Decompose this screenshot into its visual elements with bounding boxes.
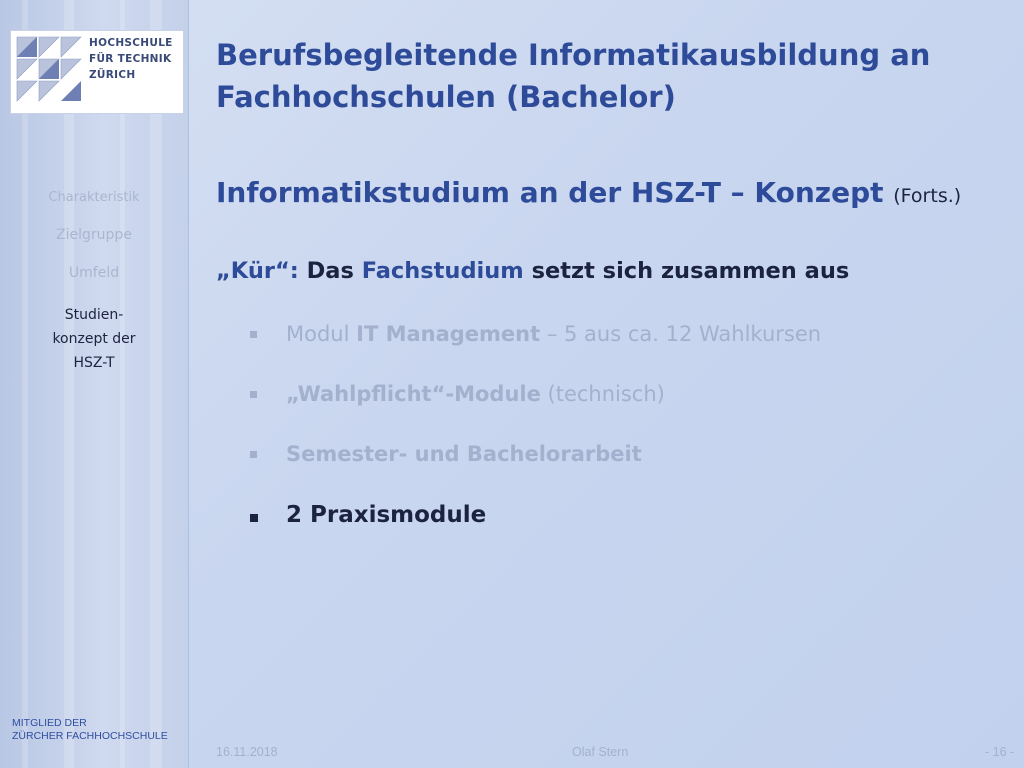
logo-text xyxy=(89,35,181,83)
bullet-item xyxy=(250,322,1010,382)
square-bullet-icon xyxy=(250,331,257,338)
intro-text: setzt sich zusammen aus xyxy=(531,258,850,284)
nav-item-umfeld[interactable]: Umfeld xyxy=(68,265,120,281)
nav-item-zielgruppe[interactable]: Zielgruppe xyxy=(56,227,132,243)
bullet-list xyxy=(250,322,1010,562)
section-nav xyxy=(0,190,188,397)
bullet-text xyxy=(286,502,486,528)
intro-highlight: Fachstudium xyxy=(361,258,524,284)
square-bullet-icon xyxy=(250,391,257,398)
bullet-post: – 5 aus ca. 12 Wahlkursen xyxy=(540,322,822,346)
bullet-bold: 2 Praxismodule xyxy=(286,502,487,528)
member-note xyxy=(12,717,168,743)
bullet-bold: „Wahlpflicht“-Module xyxy=(286,382,541,406)
bullet-item xyxy=(250,442,1010,502)
slide-subtitle xyxy=(216,176,1016,209)
footer-date: 16.11.2018 xyxy=(216,745,278,759)
nav-item-studienkonzept[interactable]: Studien- konzept der HSZ-T xyxy=(52,307,136,371)
logo-line: ZÜRICH xyxy=(89,69,136,81)
triangle-grid-icon xyxy=(15,35,85,107)
member-line: MITGLIED DER xyxy=(12,717,87,729)
square-bullet-icon xyxy=(250,514,258,522)
slide-title: Berufsbegleitende Informatikausbildung an Fachhochschulen (Bachelor) xyxy=(216,38,931,114)
bullet-post: (technisch) xyxy=(540,382,665,406)
footer-author: Olaf Stern xyxy=(572,745,629,759)
intro-quote: „Kür“: xyxy=(216,258,299,284)
square-bullet-icon xyxy=(250,451,257,458)
bullet-item xyxy=(250,382,1010,442)
logo-line: HOCHSCHULE xyxy=(89,37,173,49)
sidebar xyxy=(0,0,189,768)
school-logo xyxy=(10,30,184,114)
bullet-bold: Semester- und Bachelorarbeit xyxy=(286,442,642,466)
subtitle-suffix: (Forts.) xyxy=(893,185,962,207)
bullet-bold: IT Management xyxy=(356,322,541,346)
bullet-text xyxy=(286,442,642,466)
intro-line xyxy=(216,258,996,284)
nav-item-charakteristik[interactable]: Charakteristik xyxy=(48,190,140,205)
member-line: ZÜRCHER FACHHOCHSCHULE xyxy=(12,730,168,742)
bullet-pre: Modul xyxy=(286,322,357,346)
logo-line: FÜR TECHNIK xyxy=(89,53,172,65)
subtitle-text: Informatikstudium an der HSZ-T – Konzept xyxy=(216,176,884,209)
bullet-item-active xyxy=(250,502,1010,562)
bullet-text xyxy=(286,382,665,406)
intro-text: Das xyxy=(306,258,354,284)
footer-page-number: - 16 - xyxy=(985,745,1015,759)
bullet-text xyxy=(286,322,821,346)
